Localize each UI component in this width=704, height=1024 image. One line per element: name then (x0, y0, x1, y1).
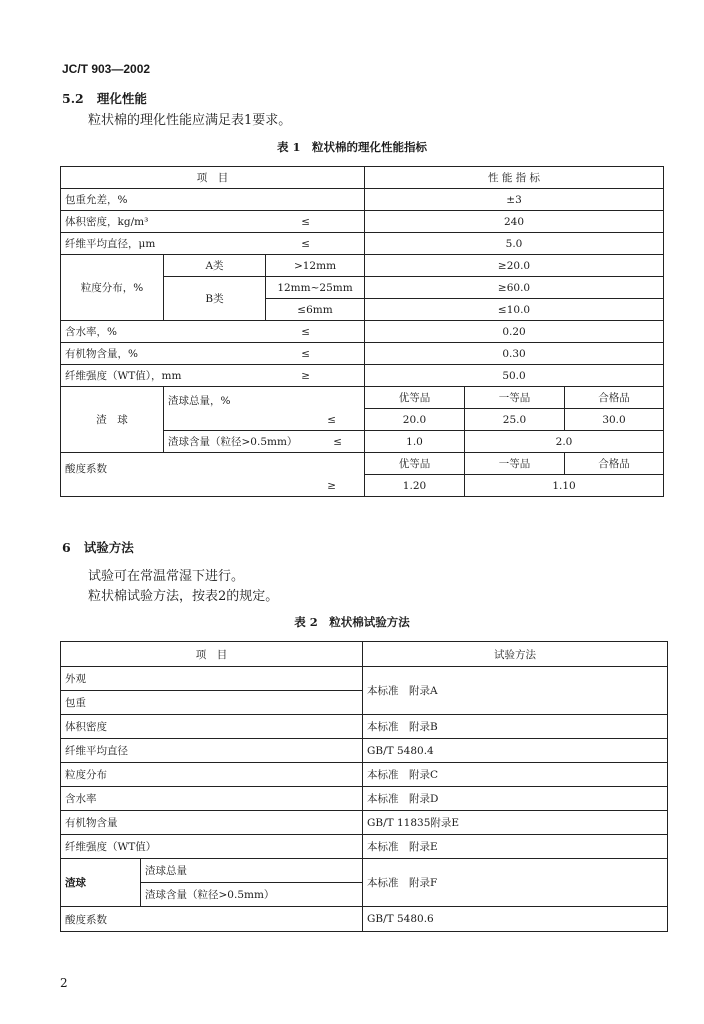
cell-label: B类 (164, 277, 266, 321)
cell-item: 包重 (61, 691, 363, 715)
table-row (61, 859, 668, 883)
cell-range: ≤6mm (266, 299, 365, 321)
grade-first: 一等品 (465, 453, 565, 475)
cell-value: ≥20.0 (365, 255, 664, 277)
cell-label (61, 211, 365, 233)
label-text: 渣球含量（粒径>0.5mm） (168, 436, 298, 448)
cell-value: 1.10 (465, 475, 664, 497)
label-text: 纤维强度（WT值），mm (65, 370, 182, 382)
cell-value: 2.0 (465, 431, 664, 453)
label-text: 体积密度，kg/m³ (65, 216, 149, 228)
page-number: 2 (60, 976, 68, 990)
table-header-item: 项 目 (61, 167, 365, 189)
table-1 (60, 166, 664, 497)
cell-item: 渣球含量（粒径>0.5mm） (141, 883, 363, 907)
table-header-spec: 性 能 指 标 (365, 167, 664, 189)
label-text: 有机物含量，% (65, 348, 138, 360)
table-row (61, 811, 668, 835)
cell-label: 渣 球 (61, 387, 164, 453)
table-row (61, 211, 664, 233)
comparison-symbol: ≤ (301, 215, 310, 228)
cell-method: 本标准 附录A (363, 667, 668, 715)
cell-item: 纤维平均直径 (61, 739, 363, 763)
table-header-item: 项 目 (61, 642, 363, 667)
cell-range: 12mm~25mm (266, 277, 365, 299)
cell-value: 1.20 (365, 475, 465, 497)
table-1-caption: 表 1 粒状棉的理化性能指标 (276, 140, 427, 154)
comparison-symbol: ≤ (301, 237, 310, 250)
cell-value: 240 (365, 211, 664, 233)
cell-label (61, 453, 365, 497)
standard-code: JC/T 903—2002 (62, 62, 151, 76)
section-6-heading (62, 538, 134, 556)
cell-item: 有机物含量 (61, 811, 363, 835)
cell-value: ≤10.0 (365, 299, 664, 321)
cell-value: 0.20 (365, 321, 664, 343)
table-row (61, 343, 664, 365)
grade-qualified: 合格品 (565, 453, 664, 475)
cell-label (61, 233, 365, 255)
grade-qualified: 合格品 (565, 387, 664, 409)
cell-range: >12mm (266, 255, 365, 277)
cell-item: 粒度分布 (61, 763, 363, 787)
table-row (61, 387, 664, 409)
table-row (61, 835, 668, 859)
cell-value: 50.0 (365, 365, 664, 387)
cell-value: 0.30 (365, 343, 664, 365)
table-row (61, 739, 668, 763)
cell-value: ±3 (365, 189, 664, 211)
section-title: 试验方法 (83, 540, 134, 555)
cell-method: 本标准 附录F (363, 859, 668, 907)
section-6-line-2: 粒状棉试验方法，按表2的规定。 (88, 589, 279, 604)
table-row (61, 189, 664, 211)
table-row (61, 667, 668, 691)
grade-excellent: 优等品 (365, 453, 465, 475)
section-5-2-text: 粒状棉的理化性能应满足表1要求。 (88, 113, 292, 128)
cell-label (164, 387, 365, 431)
cell-label (61, 343, 365, 365)
table-row (61, 907, 668, 932)
cell-method: GB/T 5480.4 (363, 739, 668, 763)
label-text: 纤维平均直径，μm (65, 238, 156, 250)
cell-item: 外观 (61, 667, 363, 691)
label-text: 酸度系数 (65, 463, 107, 475)
cell-label (61, 365, 365, 387)
section-number: 6 (62, 540, 71, 555)
grade-excellent: 优等品 (365, 387, 465, 409)
label-text: 渣球总量，% (168, 395, 231, 407)
comparison-symbol: ≥ (327, 480, 336, 492)
cell-item: 纤维强度（WT值） (61, 835, 363, 859)
cell-method: 本标准 附录E (363, 835, 668, 859)
cell-item: 渣球 (61, 859, 141, 907)
cell-item: 渣球总量 (141, 859, 363, 883)
cell-item: 体积密度 (61, 715, 363, 739)
cell-method: 本标准 附录B (363, 715, 668, 739)
comparison-symbol: ≥ (301, 369, 310, 382)
cell-method: GB/T 11835附录E (363, 811, 668, 835)
label-text: 含水率，% (65, 326, 117, 338)
table-row (61, 255, 664, 277)
cell-label (164, 431, 365, 453)
grade-first: 一等品 (465, 387, 565, 409)
cell-label (61, 321, 365, 343)
comparison-symbol: ≤ (301, 325, 310, 338)
cell-label: A类 (164, 255, 266, 277)
cell-item: 酸度系数 (61, 907, 363, 932)
cell-method: GB/T 5480.6 (363, 907, 668, 932)
cell-method: 本标准 附录D (363, 787, 668, 811)
section-6-line-1: 试验可在常温常湿下进行。 (88, 569, 245, 584)
cell-value: 25.0 (465, 409, 565, 431)
table-2-caption: 表 2 粒状棉试验方法 (294, 615, 410, 629)
comparison-symbol: ≤ (327, 414, 336, 426)
cell-value: 1.0 (365, 431, 465, 453)
table-row (61, 167, 664, 189)
cell-value: ≥60.0 (365, 277, 664, 299)
cell-value: 20.0 (365, 409, 465, 431)
table-2 (60, 641, 668, 932)
cell-method: 本标准 附录C (363, 763, 668, 787)
section-5-2-heading (62, 89, 147, 107)
table-header-method: 试验方法 (363, 642, 668, 667)
table-row (61, 453, 664, 475)
cell-label: 包重允差，% (61, 189, 365, 211)
table-row (61, 787, 668, 811)
cell-value: 30.0 (565, 409, 664, 431)
comparison-symbol: ≤ (301, 347, 310, 360)
section-title: 理化性能 (96, 91, 147, 106)
comparison-symbol: ≤ (333, 435, 342, 448)
cell-value: 5.0 (365, 233, 664, 255)
cell-item: 含水率 (61, 787, 363, 811)
table-row (61, 233, 664, 255)
table-row (61, 642, 668, 667)
section-number: 5.2 (62, 91, 84, 106)
cell-label: 粒度分布，% (61, 255, 164, 321)
table-row (61, 321, 664, 343)
table-row (61, 715, 668, 739)
table-row (61, 763, 668, 787)
table-row (61, 365, 664, 387)
